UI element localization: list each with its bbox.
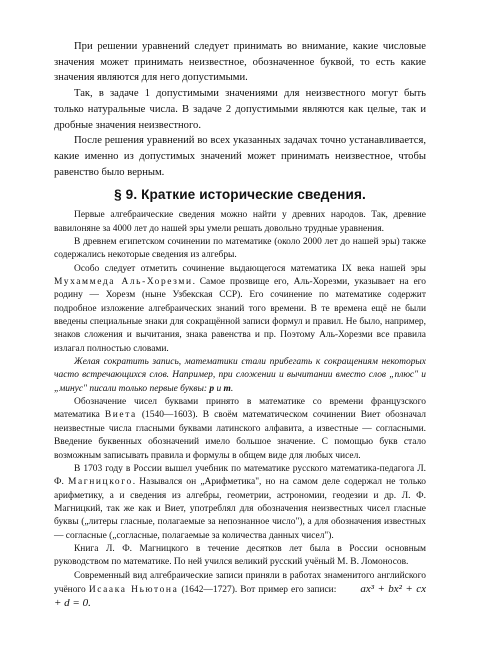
intro-paragraph-3: После решения уравнений во всех указанных задачах точно устанавливается, какие именно из допустимых значений может принимать неизвестное, чтобы равенство было верным. [54, 135, 426, 178]
text-run: . [230, 383, 234, 394]
text-run: Обозначение чисел буквами принято в математике со времени французского математика [54, 397, 426, 421]
history-paragraph-7: Книга Л. Ф. Магницкого в течение десятков лет была в России основным руководством по математике. По ней учился великий русский учёный М. В. Ломоносов. [54, 543, 426, 568]
text-run: Желая сократить запись, математики стали прибегать к сокращениям некоторых часто встречающихся слов. Например, при сложении и вычитании вместо слов „плюс" и „минус" писали только первые буквы: [54, 357, 426, 394]
history-paragraph-1: Первые алгебраические сведения можно найти у древних народов. Так, древние вавилоняне за 4000 лет до нашей эры умели решать довольно трудные уравнения. [54, 210, 426, 234]
person-name-newton: Исаака Ньютона [88, 584, 179, 595]
person-name-viete: Виета [104, 410, 137, 421]
text-run: Современный вид алгебраические записи приняли в работах знаменитого английского учёного [54, 570, 426, 595]
text-run: . Самое прозвище его, Аль-Хорезми, указывает на его родину — Хорезм (ныне Узбекская ССР). Его сочинение по математике содержит подробное изложение алгебраических знаний того времени. В те времена ещё не были введены специальные знаки для сокращённой записи формул и правил. Не было, например, знаков сложения и вычитания, знака равенства и пр. Поэтому Аль-Хорезми все правила излагал полностью словами. [54, 277, 426, 354]
text-run: (1540—1603). В своём математическом сочинении Виет обозначал неизвестные числа гласными буквами латинского алфавита, а известные — согласными. Введение буквенных обозначений имело большое значение. С помощью букв стало возможным записывать правила и формулы в общем виде для любых чисел. [54, 410, 426, 461]
history-paragraph-3 [54, 263, 426, 356]
section-title: § 9. Краткие исторические сведения. [114, 187, 366, 203]
polynomial-formula: ax³ + bx² + cx + d = 0. [54, 582, 427, 610]
page [54, 39, 426, 612]
text-run: и [214, 383, 224, 394]
intro-paragraph-1: При решении уравнений следует принимать во внимание, какие числовые значения может принимать неизвестное, обозначенное буквой, то есть какие значения являются для него допустимыми. [54, 41, 426, 84]
text-run: В 1703 году в России вышел учебник по математике русского математика-педагога Л. Ф. [54, 463, 426, 488]
intro-paragraph-2: Так, в задаче 1 допустимыми значениями для неизвестного могут быть только натуральные числа. В задаче 2 допустимыми являются как целые, так и дробные значения неизвестного. [54, 88, 426, 131]
text-run: Особо следует отметить сочинение выдающегося математика IX века нашей эры [74, 263, 426, 274]
text-run: . Назывался он „Арифметика", но на самом деле содержал не только арифметику, а и сведения из алгебры, геометрии, астрономии, геодезии и др. Л. Ф. Магницкий, так же как и Виет, употреблял для обозначения неизвестных чисел гласные буквы („литеры гласные, полагаемые за непознанное число"), а для обозначения известных — согласные („согласные, полагаемые за количества данных чисел"). [54, 477, 426, 541]
history-paragraph-6 [54, 463, 426, 543]
person-name-alkhwarizmi: Мухаммеда Аль-Хорезми [54, 277, 193, 288]
letter-p: p [209, 383, 215, 394]
person-name-magnitsky: Магницкого [68, 477, 133, 488]
text-run: (1642—1727). Вот пример его записи: [178, 584, 337, 595]
history-paragraph-2: В древнем египетском сочинении по математике (около 2000 лет до нашей эры) также содержались некоторые сведения из алгебры. [54, 237, 426, 261]
history-paragraph-4 [54, 356, 426, 396]
letter-m: m [223, 383, 231, 394]
history-paragraph-8 [54, 570, 426, 612]
history-paragraph-5 [54, 396, 426, 463]
